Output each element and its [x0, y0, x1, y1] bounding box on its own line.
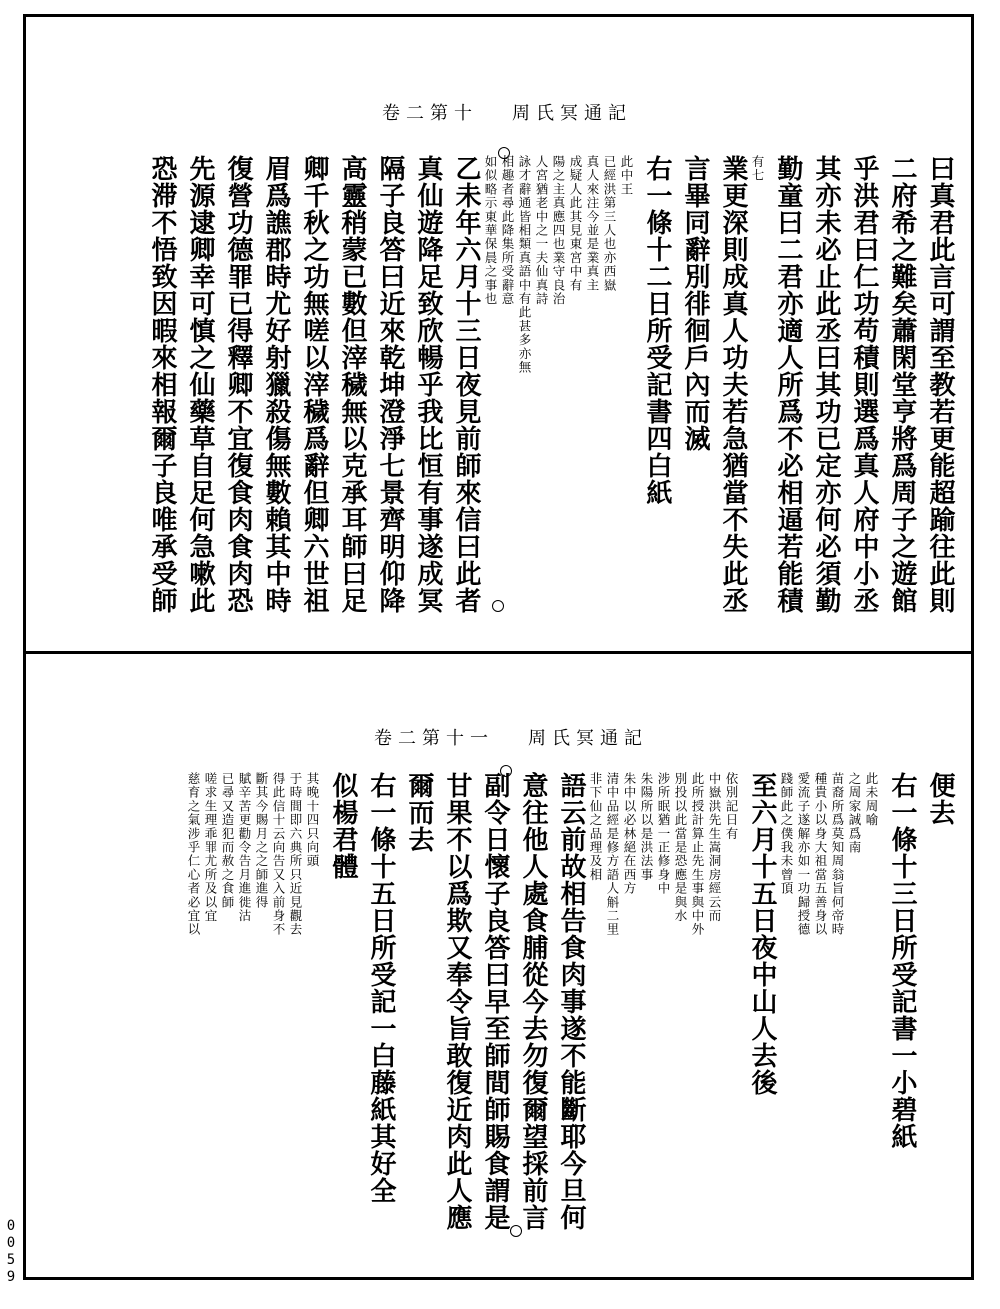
lower-page: [26, 654, 971, 1277]
annotation-column: 愛流子遂解亦如一功歸授德: [796, 772, 811, 937]
annotation-column: 于時間即六典所只近見觀去: [288, 772, 303, 937]
text-column: 卿千秋之功無嗟以滓穢爲辭但卿六世祖: [299, 155, 329, 614]
annotation-column: 清中品經是修方語人斛二里: [605, 772, 620, 937]
lower-volume-label: 卷二第十一: [374, 728, 494, 749]
annotation-column: 人宮猶老中之一夫仙真詩: [534, 155, 549, 306]
lower-header: [374, 724, 648, 756]
ring-mark: [498, 147, 510, 159]
text-column: 右一條十五日所受記一白藤紙其好全: [366, 772, 396, 1204]
lower-book-title: 周氏冥通記: [528, 728, 648, 749]
annotation-column: 朱中以必林絕在西方: [622, 772, 637, 896]
upper-volume-label: 卷二第十: [382, 103, 478, 124]
text-column: 乙未年六月十三日夜見前師來信曰此者: [451, 155, 481, 614]
annotation-column: 賦辛苦更勸令告月進徙沽: [237, 772, 252, 923]
text-column: 便去: [925, 772, 955, 826]
upper-book-title: 周氏冥通記: [512, 103, 632, 124]
text-column: 其亦未必止此丞曰其功已定亦何必須勤: [811, 155, 841, 614]
annotation-column: 有七: [750, 155, 765, 183]
annotation-column: 種貴小以身大祖當五善身以: [813, 772, 828, 937]
text-column: 甘果不以爲欺又奉令旨敢復近肉此人應: [442, 772, 472, 1231]
text-column: 右一條十三日所受記書一小碧紙: [887, 772, 917, 1150]
text-column: 言畢同辭別徘徊戶內而滅: [680, 155, 710, 452]
annotation-column: 斷其今賜月之之師進得: [254, 772, 269, 909]
text-column: 隔子良答曰近來乾坤澄淨七景齊明仰降: [375, 155, 405, 614]
ring-mark: [500, 765, 512, 777]
annotation-column: 其晚十四只向頭: [305, 772, 320, 868]
upper-header: [382, 99, 632, 131]
lower-text-columns: [182, 772, 953, 1262]
text-column: 乎洪君曰仁功苟積則選爲真人府中小丞: [849, 155, 879, 614]
upper-text-columns: [137, 155, 953, 635]
annotation-column: 之周家誠爲南: [847, 772, 862, 855]
annotation-column: 陽之主真應四也業守良治: [551, 155, 566, 306]
annotation-column: 得此信十云向告又入前身不: [271, 772, 286, 937]
annotation-column: 踐師此之僕我未曾頂: [779, 772, 794, 896]
annotation-column: 詠才辭通皆相類真語中有此甚多亦無: [517, 155, 532, 375]
text-column: 似楊君體: [328, 772, 358, 880]
page-number: 0059: [3, 1218, 19, 1286]
text-column: 高靈稍蒙已數但滓穢無以克承耳師曰足: [337, 155, 367, 614]
annotation-column: 真人來注今並是業真主: [585, 155, 600, 292]
text-column: 眉爲譙郡時尤好射獵殺傷無數賴其中時: [261, 155, 291, 614]
annotation-column: 成疑人此其見東宮中有: [568, 155, 583, 292]
annotation-column: 朱陽所以是洪法事: [639, 772, 654, 882]
text-column: 恐滞不悟致因暇來相報爾子良唯承受師: [147, 155, 177, 614]
annotation-column: 已尋又造犯而赦之食師: [220, 772, 235, 909]
annotation-column: 非下仙之品理及相: [588, 772, 603, 882]
text-column: 爾而去: [404, 772, 434, 853]
annotation-column: 苗裔所爲莫知周翁旨何帝時: [830, 772, 845, 937]
text-column: 復營功德罪已得釋卿不宜復食肉食肉恐: [223, 155, 253, 614]
annotation-column: 已經洪第三人也亦西嶽: [602, 155, 617, 292]
annotation-column: 此未周喻: [864, 772, 879, 827]
annotation-column: 涉所眠猶一正修身中: [656, 772, 671, 896]
upper-page: [26, 17, 971, 651]
ring-mark: [510, 1225, 522, 1237]
annotation-column: 別投以此當是恐應是與水: [673, 772, 688, 923]
text-column: 意往他人處食脯從今去勿復爾望採前言: [518, 772, 548, 1231]
text-column: 真仙遊降足致欣暢乎我比恒有事遂成冥: [413, 155, 443, 614]
annotation-column: 此所授計算止先生事與中外: [690, 772, 705, 937]
annotation-column: 慈育之氣涉乎仁心者必宜以: [186, 772, 201, 937]
annotation-column: 此中王: [619, 155, 634, 197]
text-column: 語云前故相告食肉事遂不能斷耶今旦何: [556, 772, 586, 1231]
text-column: 副令日懷子良答曰早至師間師賜食謂是: [480, 772, 510, 1231]
text-column: 至六月十五日夜中山人去後: [747, 772, 777, 1096]
ring-mark: [492, 600, 504, 612]
annotation-column: 中嶽洪先生嵩洞房經云而: [707, 772, 722, 923]
annotation-column: 依別記日有: [724, 772, 739, 841]
annotation-column: 嗟求生理乖罪尤所及以宜: [203, 772, 218, 923]
text-column: 二府希之難矣蕭閑堂亨將爲周子之遊館: [887, 155, 917, 614]
text-column: 勤童曰二君亦適人所爲不必相逼若能積: [773, 155, 803, 614]
annotation-column: 如似略示東華保晨之事也: [483, 155, 498, 306]
text-column: 曰真君此言可謂至教若更能超踰往此則: [925, 155, 955, 614]
text-column: 業更深則成真人功夫若急猶當不失此丞: [718, 155, 748, 614]
annotation-column: 相趣者尋此降集所受辭意: [500, 155, 515, 306]
text-column: 先源逮卿幸可慎之仙藥草自足何急嗽此: [185, 155, 215, 614]
text-column: 右一條十二日所受記書四白紙: [642, 155, 672, 506]
